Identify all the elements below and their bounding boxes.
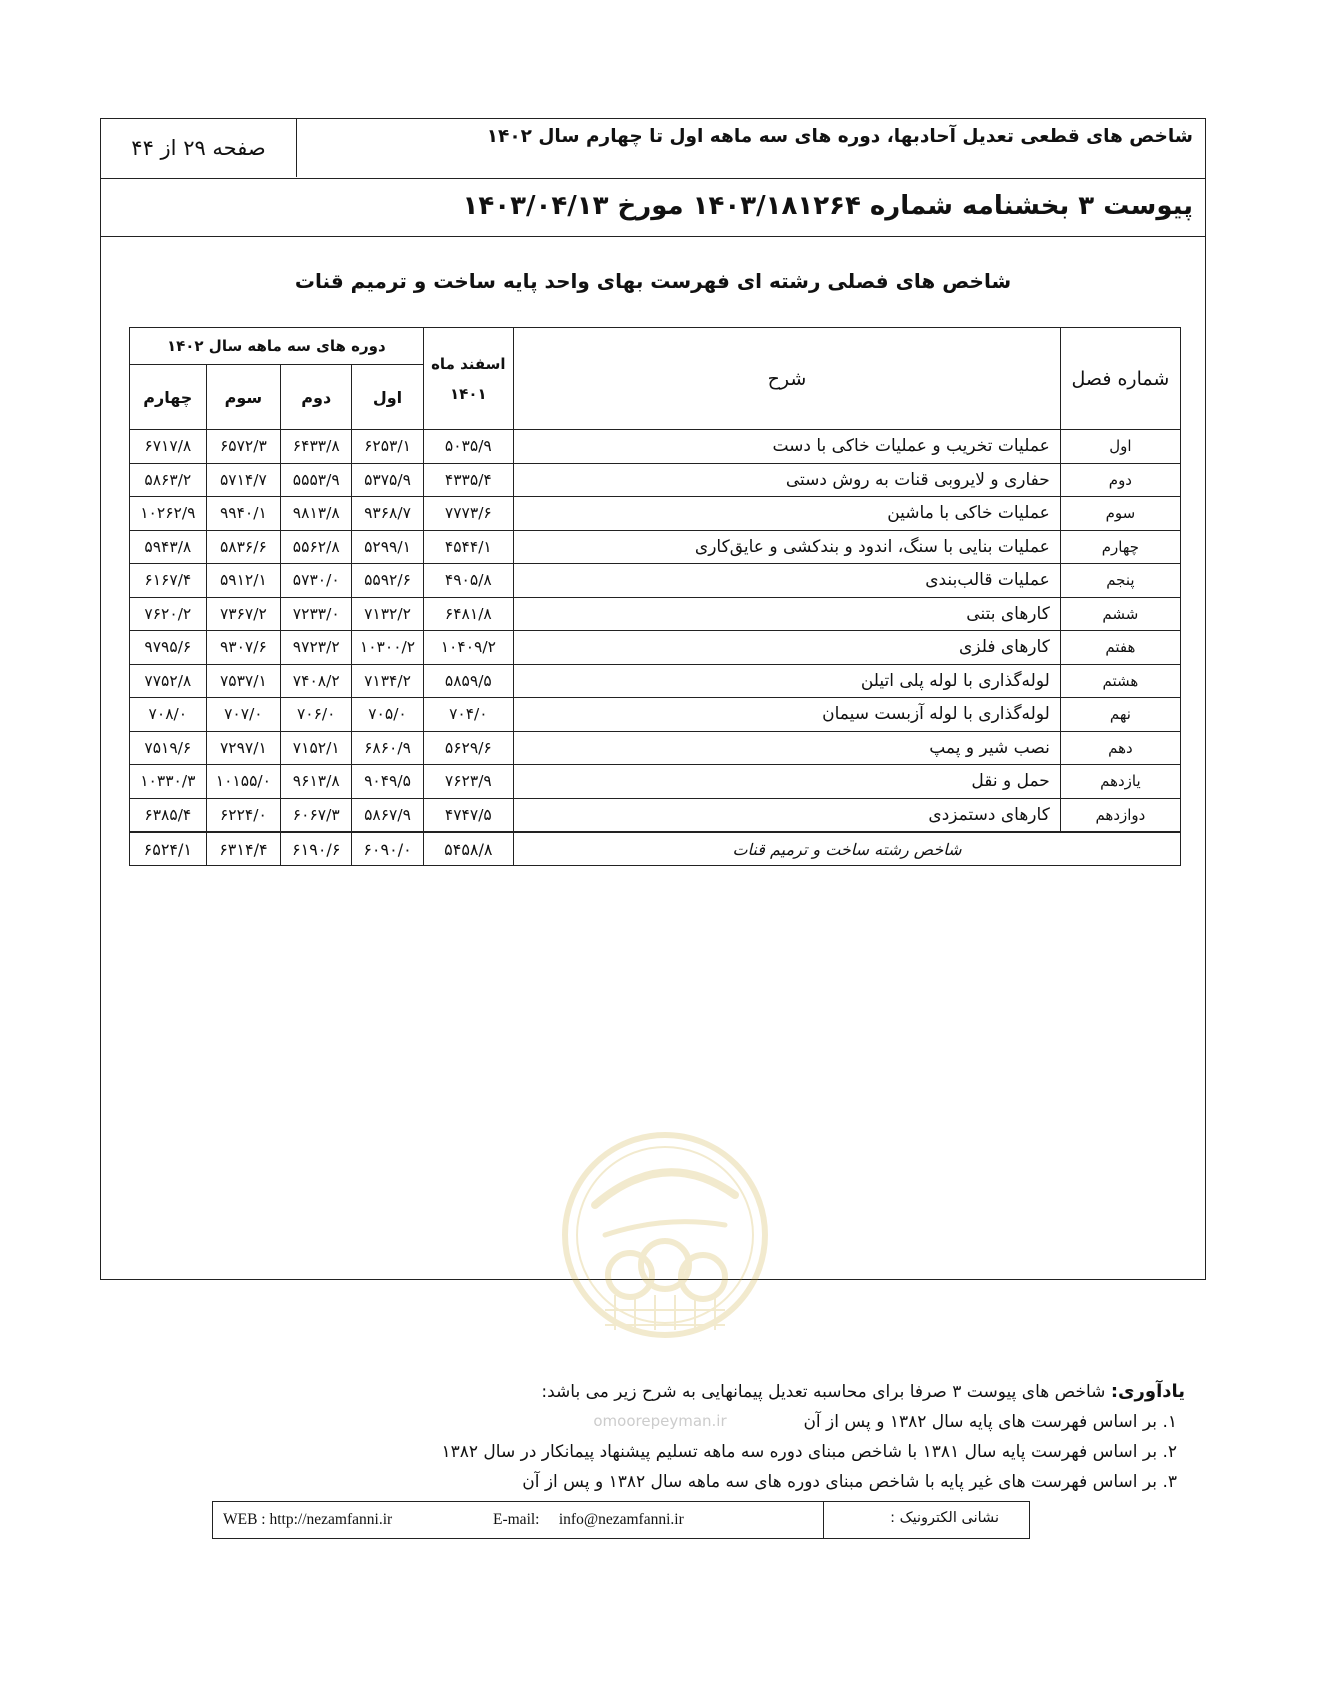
table-row xyxy=(130,631,1181,665)
page-frame xyxy=(100,118,1206,1280)
description-cell: کارهای دستمزدی xyxy=(514,798,1061,832)
q2-value-cell: ۵۷۳۰/۰ xyxy=(281,564,352,598)
column-header-q1: اول xyxy=(352,365,423,430)
description-cell: لوله‌گذاری با لوله آزبست سیمان xyxy=(514,698,1061,732)
description-cell: حمل و نقل xyxy=(514,765,1061,799)
chapter-cell: یازدهم xyxy=(1060,765,1180,799)
q2-value-cell: ۹۶۱۳/۸ xyxy=(281,765,352,799)
q2-value-cell: ۶۴۳۳/۸ xyxy=(281,430,352,464)
q1-value-cell: ۷۱۳۴/۲ xyxy=(352,664,423,698)
column-header-description: شرح xyxy=(514,328,1061,430)
description-cell: حفاری و لایروبی قنات به روش دستی xyxy=(514,463,1061,497)
total-q3-cell: ۶۳۱۴/۴ xyxy=(206,832,280,866)
index-table xyxy=(129,327,1181,866)
chapter-cell: ششم xyxy=(1060,597,1180,631)
watermark-url: omoorepeyman.ir xyxy=(593,1412,727,1430)
section-title: شاخص های فصلی رشته ای فهرست بهای واحد پایه ساخت و ترمیم قنات xyxy=(294,269,1012,293)
esfand-value-cell: ۵۰۳۵/۹ xyxy=(423,430,513,464)
chapter-cell: سوم xyxy=(1060,497,1180,531)
chapter-cell: چهارم xyxy=(1060,530,1180,564)
table-row xyxy=(130,698,1181,732)
q3-value-cell: ۷۳۶۷/۲ xyxy=(206,597,280,631)
footer-divider xyxy=(823,1502,824,1538)
chapter-cell: پنجم xyxy=(1060,564,1180,598)
footer-email-link[interactable]: E-mail: info@nezamfanni.ir xyxy=(493,1511,684,1528)
q4-value-cell: ۶۱۶۷/۴ xyxy=(130,564,207,598)
q4-value-cell: ۷۵۱۹/۶ xyxy=(130,731,207,765)
footer-web-link[interactable]: WEB : http://nezamfanni.ir xyxy=(223,1511,393,1528)
footer-contact xyxy=(212,1501,1030,1539)
circular-reference: پیوست ۳ بخشنامه شماره ۱۴۰۳/۱۸۱۲۶۴ مورخ ۱۴۰۳/۰۴/۱۳ xyxy=(462,191,1193,221)
q3-value-cell: ۶۵۷۲/۳ xyxy=(206,430,280,464)
q3-value-cell: ۵۸۳۶/۶ xyxy=(206,530,280,564)
column-header-q4: چهارم xyxy=(130,365,207,430)
q2-value-cell: ۷۴۰۸/۲ xyxy=(281,664,352,698)
notes-heading xyxy=(425,1377,1185,1407)
q1-value-cell: ۷۰۵/۰ xyxy=(352,698,423,732)
q3-value-cell: ۷۰۷/۰ xyxy=(206,698,280,732)
esfand-value-cell: ۴۹۰۵/۸ xyxy=(423,564,513,598)
q4-value-cell: ۱۰۲۶۲/۹ xyxy=(130,497,207,531)
q4-value-cell: ۷۰۸/۰ xyxy=(130,698,207,732)
q1-value-cell: ۶۸۶۰/۹ xyxy=(352,731,423,765)
chapter-cell: دوم xyxy=(1060,463,1180,497)
note-item-3: ۳. بر اساس فهرست های غیر پایه با شاخص مبنای دوره های سه ماهه سال ۱۳۸۲ و پس از آن xyxy=(522,1472,1177,1492)
description-cell: عملیات قالب‌بندی xyxy=(514,564,1061,598)
notes xyxy=(425,1377,1185,1497)
q3-value-cell: ۵۹۱۲/۱ xyxy=(206,564,280,598)
q1-value-cell: ۹۳۶۸/۷ xyxy=(352,497,423,531)
q1-value-cell: ۵۳۷۵/۹ xyxy=(352,463,423,497)
q4-value-cell: ۱۰۳۳۰/۳ xyxy=(130,765,207,799)
q1-value-cell: ۶۲۵۳/۱ xyxy=(352,430,423,464)
q1-value-cell: ۱۰۳۰۰/۲ xyxy=(352,631,423,665)
subheader-row xyxy=(101,179,1205,237)
description-cell: عملیات تخریب و عملیات خاکی با دست xyxy=(514,430,1061,464)
table-row xyxy=(130,463,1181,497)
column-header-q3: سوم xyxy=(206,365,280,430)
column-header-q2: دوم xyxy=(281,365,352,430)
q4-value-cell: ۹۷۹۵/۶ xyxy=(130,631,207,665)
q1-value-cell: ۹۰۴۹/۵ xyxy=(352,765,423,799)
esfand-value-cell: ۴۵۴۴/۱ xyxy=(423,530,513,564)
q4-value-cell: ۷۶۲۰/۲ xyxy=(130,597,207,631)
table-row xyxy=(130,765,1181,799)
q3-value-cell: ۹۹۴۰/۱ xyxy=(206,497,280,531)
chapter-cell: هشتم xyxy=(1060,664,1180,698)
table-row xyxy=(130,497,1181,531)
description-cell: لوله‌گذاری با لوله پلی اتیلن xyxy=(514,664,1061,698)
table-row xyxy=(130,564,1181,598)
q3-value-cell: ۶۲۲۴/۰ xyxy=(206,798,280,832)
total-q4-cell: ۶۵۲۴/۱ xyxy=(130,832,207,866)
table-row xyxy=(130,597,1181,631)
column-group-quarters: دوره های سه ماهه سال ۱۴۰۲ xyxy=(130,328,424,365)
esfand-value-cell: ۷۶۲۳/۹ xyxy=(423,765,513,799)
table-row xyxy=(130,430,1181,464)
note-item-1: ۱. بر اساس فهرست های پایه سال ۱۳۸۲ و پس از آن xyxy=(803,1412,1177,1432)
total-q2-cell: ۶۱۹۰/۶ xyxy=(281,832,352,866)
esfand-value-cell: ۵۶۲۹/۶ xyxy=(423,731,513,765)
notes-label: یادآوری: xyxy=(1110,1381,1185,1402)
description-cell: عملیات بنایی با سنگ، اندود و بندکشی و عایق‌کاری xyxy=(514,530,1061,564)
q1-value-cell: ۷۱۳۲/۲ xyxy=(352,597,423,631)
description-cell: نصب شیر و پمپ xyxy=(514,731,1061,765)
q2-value-cell: ۹۸۱۳/۸ xyxy=(281,497,352,531)
q2-value-cell: ۵۵۵۳/۹ xyxy=(281,463,352,497)
header-row xyxy=(101,119,1205,179)
esfand-value-cell: ۵۸۵۹/۵ xyxy=(423,664,513,698)
esfand-value-cell: ۷۷۷۳/۶ xyxy=(423,497,513,531)
table-row xyxy=(130,731,1181,765)
description-cell: کارهای بتنی xyxy=(514,597,1061,631)
chapter-cell: نهم xyxy=(1060,698,1180,732)
q1-value-cell: ۵۵۹۲/۶ xyxy=(352,564,423,598)
q2-value-cell: ۷۰۶/۰ xyxy=(281,698,352,732)
q3-value-cell: ۵۷۱۴/۷ xyxy=(206,463,280,497)
q3-value-cell: ۷۵۳۷/۱ xyxy=(206,664,280,698)
document-title: شاخص های قطعی تعدیل آحادبها، دوره های سه ماهه اول تا چهارم سال ۱۴۰۲ xyxy=(486,126,1193,147)
total-row xyxy=(130,832,1181,866)
chapter-cell: اول xyxy=(1060,430,1180,464)
watermark-logo xyxy=(555,1125,775,1365)
esfand-value-cell: ۷۰۴/۰ xyxy=(423,698,513,732)
total-label: شاخص رشته ساخت و ترمیم قنات xyxy=(514,832,1181,866)
q4-value-cell: ۷۷۵۲/۸ xyxy=(130,664,207,698)
q4-value-cell: ۵۹۴۳/۸ xyxy=(130,530,207,564)
q1-value-cell: ۵۲۹۹/۱ xyxy=(352,530,423,564)
note-item-2: ۲. بر اساس فهرست پایه سال ۱۳۸۱ با شاخص مبنای دوره سه ماهه تسلیم پیشنهاد پیمانکار در سال ۱۳۸۲ xyxy=(441,1442,1177,1462)
q2-value-cell: ۵۵۶۲/۸ xyxy=(281,530,352,564)
chapter-cell: دوازدهم xyxy=(1060,798,1180,832)
table-row xyxy=(130,664,1181,698)
esfand-value-cell: ۴۷۴۷/۵ xyxy=(423,798,513,832)
q4-value-cell: ۶۷۱۷/۸ xyxy=(130,430,207,464)
esfand-value-cell: ۱۰۴۰۹/۲ xyxy=(423,631,513,665)
table-row xyxy=(130,798,1181,832)
footer-address-label: نشانی الکترونیک : xyxy=(890,1510,999,1526)
q1-value-cell: ۵۸۶۷/۹ xyxy=(352,798,423,832)
column-header-chapter: شماره فصل xyxy=(1060,328,1180,430)
q4-value-cell: ۶۳۸۵/۴ xyxy=(130,798,207,832)
column-header-esfand: اسفند ماه ۱۴۰۱ xyxy=(423,328,513,430)
q3-value-cell: ۱۰۱۵۵/۰ xyxy=(206,765,280,799)
q2-value-cell: ۶۰۶۷/۳ xyxy=(281,798,352,832)
description-cell: عملیات خاکی با ماشین xyxy=(514,497,1061,531)
esfand-value-cell: ۴۳۳۵/۴ xyxy=(423,463,513,497)
q2-value-cell: ۷۲۳۳/۰ xyxy=(281,597,352,631)
notes-intro: شاخص های پیوست ۳ صرفا برای محاسبه تعدیل پیمانهایی به شرح زیر می باشد: xyxy=(541,1382,1106,1402)
q2-value-cell: ۷۱۵۲/۱ xyxy=(281,731,352,765)
esfand-value-cell: ۶۴۸۱/۸ xyxy=(423,597,513,631)
table-row xyxy=(130,530,1181,564)
q4-value-cell: ۵۸۶۳/۲ xyxy=(130,463,207,497)
description-cell: کارهای فلزی xyxy=(514,631,1061,665)
chapter-cell: هفتم xyxy=(1060,631,1180,665)
page-number: صفحه ۲۹ از ۴۴ xyxy=(101,119,297,177)
q3-value-cell: ۷۲۹۷/۱ xyxy=(206,731,280,765)
total-esfand-cell: ۵۴۵۸/۸ xyxy=(423,832,513,866)
total-q1-cell: ۶۰۹۰/۰ xyxy=(352,832,423,866)
q2-value-cell: ۹۷۲۳/۲ xyxy=(281,631,352,665)
chapter-cell: دهم xyxy=(1060,731,1180,765)
q3-value-cell: ۹۳۰۷/۶ xyxy=(206,631,280,665)
